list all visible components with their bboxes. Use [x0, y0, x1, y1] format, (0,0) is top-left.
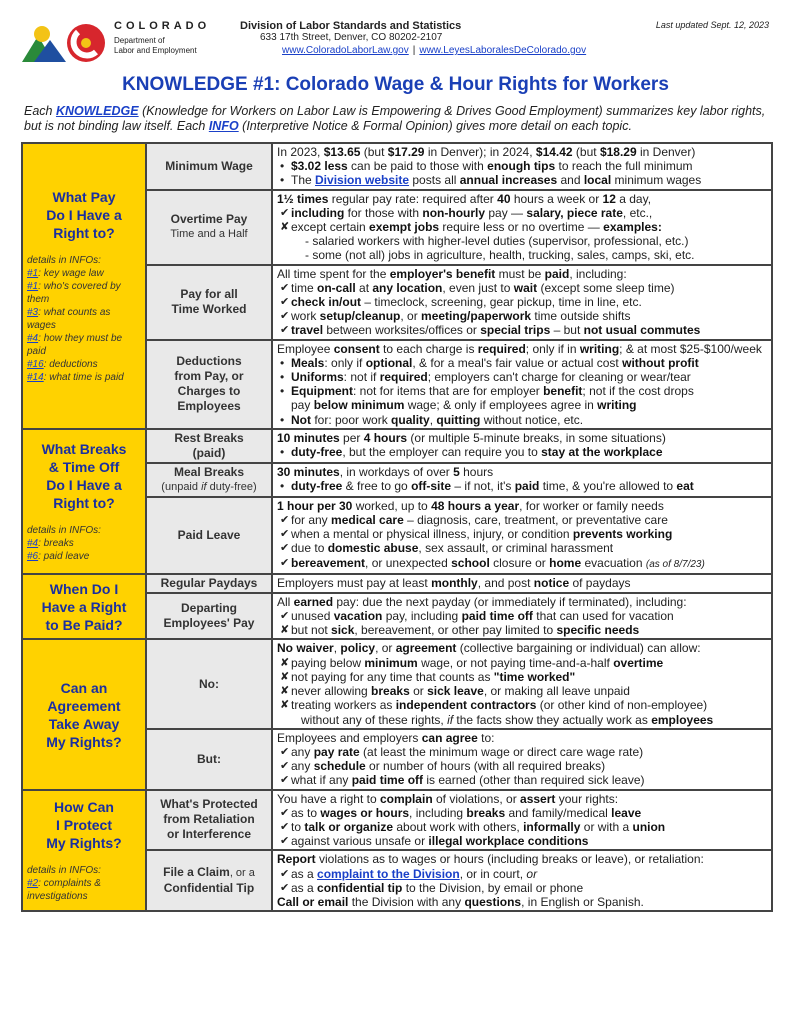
colorado-logo-icon [20, 22, 110, 64]
info-link[interactable]: INFO [208, 119, 239, 133]
table-row [22, 639, 772, 728]
label-retaliation: What's Protected from Retaliation or Interference [146, 790, 272, 851]
division-name: Division of Labor Standards and Statistics [240, 20, 462, 32]
content-retaliation: You have a right to complain of violations, or assert your rights: ✔ as to wages or hours, including breaks and family/medical leave ✔ to talk or organize about work with others, informally or with a union ✔ against various unsafe or illegal workplace conditions [272, 790, 772, 851]
content-meal-breaks: 30 minutes, in workdays of over 5 hours • duty-free & free to go off-site – if not, it's paid time, & you're allowed to eat [272, 463, 772, 497]
content-but: Employees and employers can agree to: ✔ any pay rate (at least the minimum wage or direct care wage rate) ✔ any schedule or number of hours (with all required breaks) ✔ what if any paid time off is earned (other than required sick leave) [272, 729, 772, 790]
complaint-link[interactable]: complaint to the Division [317, 866, 460, 881]
table-row [22, 790, 772, 851]
details-list: details in INFOs: #1: key wage law #1: who's covered by them #3: what counts as wages #4: how they must be paid #16: deductions #14: what time is paid [27, 254, 124, 383]
label-file-claim: File a Claim, or a Confidential Tip [146, 850, 272, 911]
info-link[interactable]: #4 [27, 537, 39, 549]
last-updated: Last updated Sept. 12, 2023 [655, 20, 769, 30]
content-regular-paydays: Employers must pay at least monthly, and post notice of paydays [272, 574, 772, 593]
label-minimum-wage: Minimum Wage [146, 143, 272, 190]
state-wordmark: COLORADO [114, 20, 211, 32]
info-link[interactable]: #6 [27, 550, 39, 562]
label-regular-paydays: Regular Paydays [146, 574, 272, 593]
info-link[interactable]: #14 [27, 371, 44, 383]
label-rest-breaks: Rest Breaks (paid) [146, 429, 272, 463]
info-link[interactable]: #2 [27, 877, 39, 889]
content-paid-leave: 1 hour per 30 worked, up to 48 hours a year, for worker or family needs ✔ for any medical care – diagnosis, care, treatment, or preventative care ✔ when a mental or physical illness, injury, or condition prevents working ✔ due to domestic abuse, sex assault, or criminal harassment ✔ bereavement, or unexpected school closure or home evacuation (as of 8/7/23) [272, 497, 772, 574]
question-agreement: Can an Agreement Take Away My Rights? [22, 639, 146, 789]
content-deductions: Employee consent to each charge is required; only if in writing; & at most $25-$100/week • Meals: only if optional, & for a meal's fair value or actual cost without profit • Uniforms: not if required; employers can't charge for cleaning or wear/tear • Equipment: not for items that are for employer benefit; not if the cost drops pay below minimum wage; & only if employees agree in writing • Not for: poor work quality, quitting without notice, etc. [272, 340, 772, 429]
question-breaks: What Breaks & Time Off Do I Have a Right to? details in INFOs: #4: breaks #6: paid leave [22, 429, 146, 574]
division-links: www.ColoradoLaborLaw.gov | www.LeyesLaboralesDeColorado.gov [282, 45, 587, 56]
label-meal-breaks: Meal Breaks (unpaid if duty-free) [146, 463, 272, 497]
question-pay: What Pay Do I Have a Right to? details in INFOs: #1: key wage law #1: who's covered by them #3: what counts as wages #4: how they must be paid #16: deductions #14: what time is paid [22, 143, 146, 429]
label-time-worked: Pay for all Time Worked [146, 265, 272, 340]
info-link[interactable]: #1 [27, 280, 39, 292]
link-leyes-laborales[interactable]: www.LeyesLaboralesDeColorado.gov [419, 45, 587, 56]
label-deductions: Deductions from Pay, or Charges to Employees [146, 340, 272, 429]
label-but: But: [146, 729, 272, 790]
details-list: details in INFOs: #2: complaints & investigations [27, 864, 101, 902]
content-departing-pay: All earned pay: due the next payday (or immediately if terminated), including: ✔ unused vacation pay, including paid time off that can used for vacation ✘ but not sick, bereavement, or other pay limited to specific needs [272, 593, 772, 640]
content-no: No waiver, policy, or agreement (collective bargaining or individual) can allow: ✘ paying below minimum wage, or not paying time-and-a-half overtime ✘ not paying for any time that counts as "time worked" ✘ never allowing breaks or sick leave, or making all leave unpaid ✘ treating workers as independent contractors (or other kind of non-employee) without any of these rights, if the facts show they actually work as employees [272, 639, 772, 728]
link-colorado-labor-law[interactable]: www.ColoradoLaborLaw.gov [282, 45, 409, 56]
rights-table [21, 142, 773, 912]
question-protect: How Can I Protect My Rights? details in INFOs: #2: complaints & investigations [22, 790, 146, 912]
page-title: KNOWLEDGE #1: Colorado Wage & Hour Rights for Workers [122, 74, 669, 95]
content-time-worked: All time spent for the employer's benefit must be paid, including: ✔ time on-call at any location, even just to wait (except some sleep time) ✔ check in/out – timeclock, screening, gear pickup, time in line, etc. ✔ work setup/cleanup, or meeting/paperwork time outside shifts ✔ travel between worksites/offices or special trips – but not usual commutes [272, 265, 772, 340]
content-rest-breaks: 10 minutes per 4 hours (or multiple 5-minute breaks, in some situations) • duty-free, but the employer can require you to stay at the workplace [272, 429, 772, 463]
content-minimum-wage: In 2023, $13.65 (but $17.29 in Denver); in 2024, $14.42 (but $18.29 in Denver) • $3.02 less can be paid to those with enough tips to reach the full minimum • The Division website posts all annual increases and local minimum wages [272, 143, 772, 190]
table-row [22, 143, 772, 190]
label-no: No: [146, 639, 272, 728]
division-address: 633 17th Street, Denver, CO 80202-2107 [260, 32, 443, 43]
division-website-link[interactable]: Division website [315, 173, 410, 188]
info-link[interactable]: #3 [27, 306, 39, 318]
content-overtime: 1½ times regular pay rate: required after 40 hours a week or 12 a day, ✔ including for those with non-hourly pay — salary, piece rate, etc., ✘ except certain exempt jobs require less or no overtime — examples: - salaried workers with higher-level duties (supervisor, professional, etc.) - some (not all) jobs in agriculture, health, trucking, sales, camps, ski, etc. [272, 190, 772, 265]
question-when-paid: When Do I Have a Right to Be Paid? [22, 574, 146, 640]
details-list: details in INFOs: #4: breaks #6: paid leave [27, 524, 101, 562]
info-link[interactable]: #4 [27, 332, 39, 344]
table-row [22, 429, 772, 463]
intro-paragraph: Each KNOWLEDGE (Knowledge for Workers on Labor Law is Empowering & Drives Good Employment) summarizes key labor rights, but is not binding law itself. Each INFO (Interpretive Notice & Formal Opinion) gives more detail on each topic. [24, 104, 766, 133]
info-link[interactable]: #1 [27, 267, 39, 279]
label-overtime: Overtime Pay Time and a Half [146, 190, 272, 265]
page-header [0, 0, 791, 80]
department-name: Department of Labor and Employment [114, 36, 197, 55]
label-paid-leave: Paid Leave [146, 497, 272, 574]
table-row [22, 574, 772, 593]
knowledge-link[interactable]: KNOWLEDGE [55, 104, 139, 118]
label-departing-pay: Departing Employees' Pay [146, 593, 272, 640]
content-file-claim: Report violations as to wages or hours (including breaks or leave), or retaliation: ✔ as a complaint to the Division, or in court, or ✔ as a confidential tip to the Division, by email or phone Call or email the Division with any questions, in English or Spanish. [272, 850, 772, 911]
info-link[interactable]: #16 [27, 358, 44, 370]
